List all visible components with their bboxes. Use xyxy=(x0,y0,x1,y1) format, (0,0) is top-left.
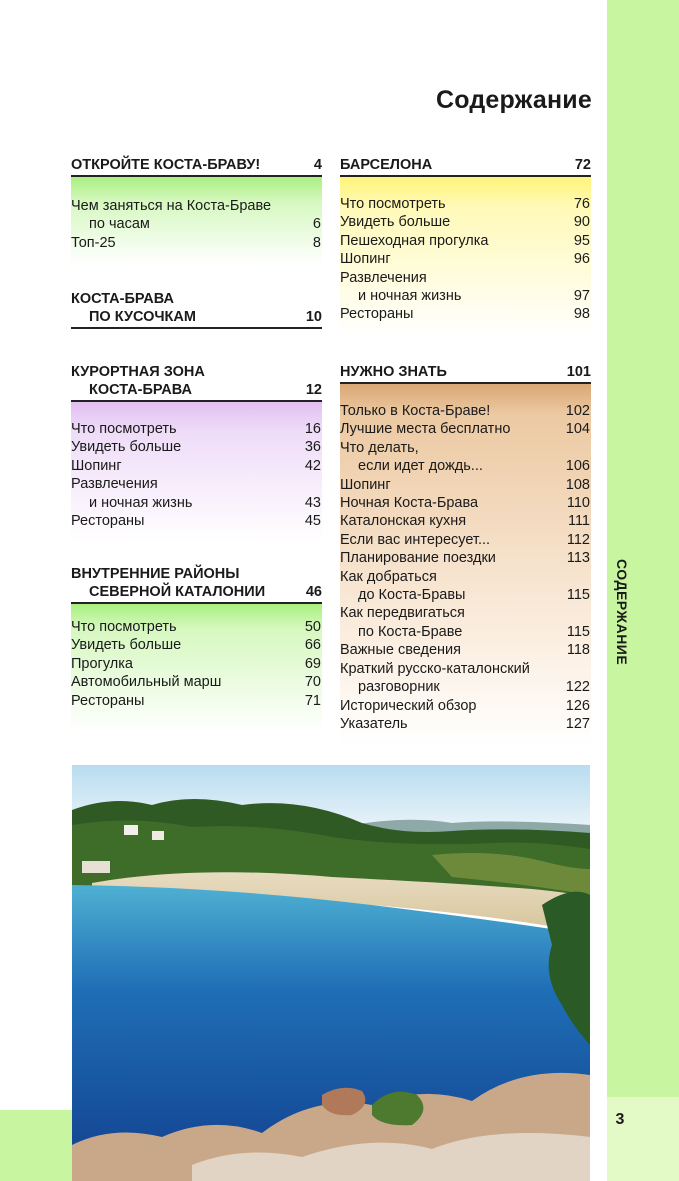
toc-entry-label: Планирование поездки xyxy=(340,550,496,567)
toc-entry-page: 90 xyxy=(573,214,590,231)
toc-entry[interactable] xyxy=(71,197,322,215)
toc-entry-label: если идет дождь... xyxy=(358,458,483,475)
section-entries xyxy=(71,177,322,265)
toc-entry-label: Что посмотреть xyxy=(340,196,446,212)
toc-entry-label: Что посмотреть xyxy=(71,619,177,635)
toc-entry-label: Увидеть больше xyxy=(71,439,182,456)
toc-entry-page: 69 xyxy=(304,655,321,672)
toc-entry[interactable] xyxy=(340,568,591,586)
toc-entry-label: Что делать, xyxy=(340,439,419,456)
toc-entry-label: Топ-25 xyxy=(71,234,116,251)
toc-entry-page: 115 xyxy=(566,587,590,604)
toc-entry-page: 50 xyxy=(304,619,321,635)
section-heading[interactable]: БАРСЕЛОНА 72 xyxy=(340,156,591,177)
toc-entry[interactable] xyxy=(71,512,322,530)
toc-entry-label: Лучшие места бесплатно xyxy=(340,421,511,438)
toc-entry-label: по часам xyxy=(89,216,150,233)
toc-entry[interactable] xyxy=(340,604,591,622)
toc-entry-page: 71 xyxy=(304,692,321,709)
section-entries xyxy=(340,384,591,746)
section-entries xyxy=(71,402,322,542)
section-page-number: 12 xyxy=(305,382,322,398)
toc-entry-label: Как добраться xyxy=(340,568,437,585)
toc-entry-page: 42 xyxy=(304,457,321,474)
toc-entry[interactable] xyxy=(340,531,591,549)
toc-entry-label: разговорник xyxy=(358,679,440,696)
toc-entry[interactable] xyxy=(340,213,591,231)
side-section-label: СОДЕРЖАНИЕ xyxy=(614,559,630,666)
toc-entry-label: Как передвигаться xyxy=(340,605,465,622)
toc-entry[interactable] xyxy=(340,269,591,287)
section-heading[interactable]: КОСТА-БРАВА ПО КУСОЧКАМ 10 xyxy=(71,290,322,329)
toc-entry-page: 106 xyxy=(565,458,590,475)
section-heading[interactable]: ВНУТРЕННИЕ РАЙОНЫ СЕВЕРНОЙ КАТАЛОНИИ 46 xyxy=(71,565,322,604)
toc-entry-page: 8 xyxy=(312,234,321,251)
toc-entry-page: 97 xyxy=(573,288,590,305)
toc-entry-page: 45 xyxy=(304,513,321,530)
toc-entry-page: 102 xyxy=(565,403,590,419)
toc-entry-page: 113 xyxy=(566,550,590,567)
toc-entry[interactable] xyxy=(340,641,591,659)
page-title: Содержание xyxy=(435,86,592,114)
toc-entry-label: Шопинг xyxy=(71,457,122,474)
toc-entry-label: Каталонская кухня xyxy=(340,513,467,530)
toc-entry-page: 16 xyxy=(304,421,321,437)
toc-entry-page: 108 xyxy=(565,476,590,493)
section-page-number: 4 xyxy=(313,157,322,173)
toc-entry[interactable] xyxy=(340,287,591,305)
toc-entry[interactable] xyxy=(340,250,591,268)
toc-entry[interactable] xyxy=(340,715,591,733)
toc-entry[interactable] xyxy=(340,439,591,457)
toc-section-barcelona xyxy=(340,156,591,337)
toc-entry[interactable] xyxy=(71,234,322,252)
toc-entry-page: 66 xyxy=(304,637,321,654)
toc-entry[interactable] xyxy=(71,655,322,673)
toc-entry-page: 76 xyxy=(573,196,590,212)
toc-entry[interactable] xyxy=(340,420,591,438)
toc-entry-label: Рестораны xyxy=(71,513,145,530)
toc-entry-label: и ночная жизнь xyxy=(358,288,462,305)
toc-entry-label: Чем заняться на Коста-Браве xyxy=(71,198,272,214)
toc-entry-label: до Коста-Бравы xyxy=(358,587,466,604)
toc-entry-label: Увидеть больше xyxy=(71,637,182,654)
toc-entry[interactable] xyxy=(340,402,591,420)
toc-entry-page: 112 xyxy=(566,531,590,548)
toc-entry[interactable] xyxy=(71,420,322,438)
toc-entry-label: Увидеть больше xyxy=(340,214,451,231)
toc-entry-page: 43 xyxy=(304,494,321,511)
toc-entry-page: 70 xyxy=(304,674,321,691)
toc-entry[interactable] xyxy=(340,586,591,604)
toc-entry-label: Исторический обзор xyxy=(340,697,477,714)
toc-entry-page: 118 xyxy=(566,642,590,659)
toc-entry-page: 6 xyxy=(312,216,321,233)
toc-entry-page: 115 xyxy=(566,623,590,640)
toc-entry-page: 110 xyxy=(566,495,590,512)
section-heading[interactable]: НУЖНО ЗНАТЬ 101 xyxy=(340,363,591,384)
toc-entry-page: 95 xyxy=(573,232,590,249)
toc-entry-label: Ночная Коста-Брава xyxy=(340,495,479,512)
toc-section-discover xyxy=(71,156,322,265)
toc-entry[interactable] xyxy=(340,512,591,530)
toc-entry[interactable] xyxy=(340,697,591,715)
toc-entry-label: Что посмотреть xyxy=(71,421,177,437)
coastal-bay-photo xyxy=(72,765,590,1181)
toc-entry-label: Только в Коста-Браве! xyxy=(340,403,491,419)
toc-entry-label: Развлечения xyxy=(71,476,158,493)
toc-entry[interactable] xyxy=(71,494,322,512)
toc-entry-page: 127 xyxy=(565,715,590,732)
toc-entry-label: Если вас интересует... xyxy=(340,531,491,548)
section-entries xyxy=(340,177,591,337)
toc-entry-label: Прогулка xyxy=(71,655,133,672)
toc-entry-page: 126 xyxy=(565,697,590,714)
section-heading[interactable]: КУРОРТНАЯ ЗОНА КОСТА-БРАВА 12 xyxy=(71,363,322,402)
toc-entry[interactable] xyxy=(71,475,322,493)
toc-entry-label: Пешеходная прогулка xyxy=(340,232,489,249)
toc-entry[interactable] xyxy=(340,457,591,475)
toc-entry[interactable] xyxy=(340,623,591,641)
section-entries xyxy=(71,604,322,732)
toc-section-inland xyxy=(71,565,322,732)
toc-entry-page: 96 xyxy=(573,251,590,268)
section-page-number: 46 xyxy=(305,584,322,600)
toc-entry[interactable] xyxy=(340,678,591,696)
toc-entry-label: Указатель xyxy=(340,715,408,732)
toc-section-need-to-know xyxy=(340,363,591,746)
toc-entry-label: Краткий русско-каталонский xyxy=(340,660,530,677)
section-heading[interactable]: ОТКРОЙТЕ КОСТА-БРАВУ! 4 xyxy=(71,156,322,177)
toc-entry[interactable] xyxy=(340,549,591,567)
toc-entry-label: Рестораны xyxy=(71,692,145,709)
toc-entry-page: 111 xyxy=(567,513,590,530)
toc-entry[interactable] xyxy=(71,438,322,456)
toc-entry[interactable] xyxy=(71,636,322,654)
toc-entry[interactable] xyxy=(340,195,591,213)
section-page-number: 10 xyxy=(305,309,322,325)
toc-entry-label: по Коста-Браве xyxy=(358,623,463,640)
toc-entry[interactable] xyxy=(340,476,591,494)
toc-entry[interactable] xyxy=(340,660,591,678)
toc-entry-label: Важные сведения xyxy=(340,642,461,659)
toc-entry-label: Шопинг xyxy=(340,476,391,493)
toc-entry[interactable] xyxy=(340,494,591,512)
toc-entry[interactable] xyxy=(71,692,322,710)
toc-entry-label: Автомобильный марш xyxy=(71,674,222,691)
toc-section-pieces xyxy=(71,290,322,329)
toc-entry-page: 122 xyxy=(565,679,590,696)
section-page-number: 72 xyxy=(574,157,591,173)
toc-entry[interactable] xyxy=(340,232,591,250)
toc-entry-page: 104 xyxy=(565,421,590,438)
section-page-number: 101 xyxy=(566,364,591,380)
toc-entry-page: 98 xyxy=(573,306,590,323)
toc-entry[interactable] xyxy=(71,457,322,475)
toc-section-resort-zone xyxy=(71,363,322,542)
toc-entry-page: 36 xyxy=(304,439,321,456)
toc-entry-label: и ночная жизнь xyxy=(89,494,193,511)
toc-entry[interactable] xyxy=(340,305,591,323)
toc-entry-label: Развлечения xyxy=(340,269,427,286)
toc-entry[interactable] xyxy=(71,618,322,636)
toc-entry-label: Шопинг xyxy=(340,251,391,268)
toc-entry[interactable] xyxy=(71,215,322,233)
page-number: 3 xyxy=(615,1111,625,1128)
toc-entry[interactable] xyxy=(71,673,322,691)
corner-color-block xyxy=(0,1110,72,1181)
toc-entry-label: Рестораны xyxy=(340,306,414,323)
